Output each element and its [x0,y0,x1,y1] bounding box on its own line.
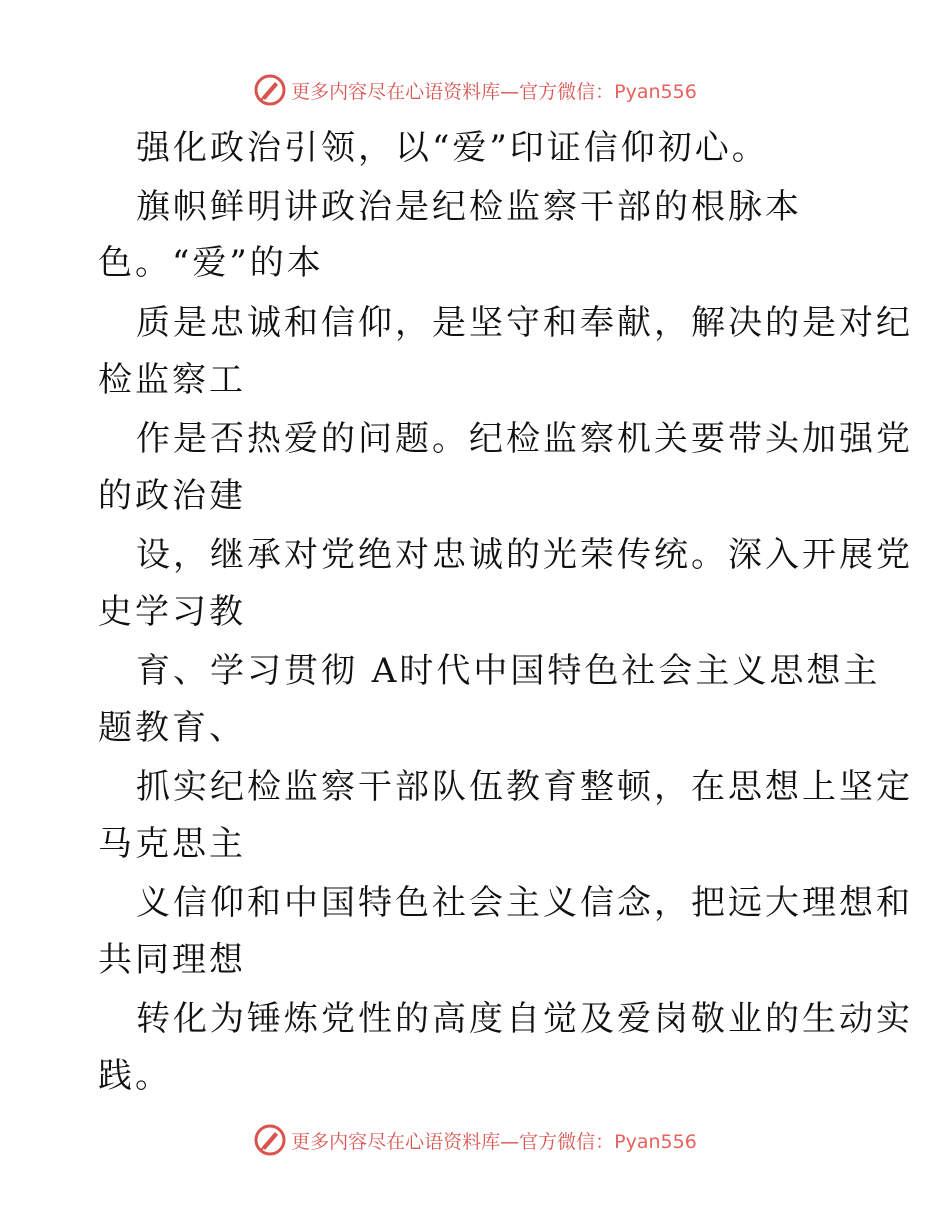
text-line: 题教育、 [98,708,246,748]
text-line: 强化政治引领，以“爱”印证信仰初心。 [136,128,769,168]
text-line: 育、学习贯彻 A时代中国特色社会主义思想主 [136,651,881,691]
text-line: 的政治建 [98,476,246,516]
text-line: 旗帜鲜明讲政治是纪检监察干部的根脉本 [136,187,802,227]
text-line: 抓实纪检监察干部队伍教育整顿，在思想上坚定 [136,767,913,807]
text-line: 作是否热爱的问题。纪检监察机关要带头加强党 [136,419,913,459]
text-line: 质是忠诚和信仰，是坚守和奉献，解决的是对纪 [136,303,913,343]
watermark-text: 更多内容尽在心语资料库—官方微信：Pyan556 [291,1130,697,1153]
text-line: 义信仰和中国特色社会主义信念，把远大理想和 [136,883,913,923]
watermark-handle: Pyan556 [614,80,697,103]
quill-logo-icon [253,73,287,107]
watermark-text: 更多内容尽在心语资料库—官方微信：Pyan556 [291,80,697,103]
header-watermark [0,70,950,110]
footer-watermark [0,1120,950,1160]
watermark-handle: Pyan556 [614,1130,697,1153]
quill-logo-icon [253,1123,287,1157]
text-line: 史学习教 [98,592,246,632]
text-line: 检监察工 [98,360,246,400]
text-line: 马克思主 [98,824,246,864]
text-line: 共同理想 [98,940,246,980]
text-line: 设，继承对党绝对忠诚的光荣传统。深入开展党 [136,535,913,575]
text-line: 践。 [98,1056,172,1096]
text-line: 色。“爱”的本 [98,243,324,283]
text-line: 转化为锤炼党性的高度自觉及爱岗敬业的生动实 [136,999,913,1039]
